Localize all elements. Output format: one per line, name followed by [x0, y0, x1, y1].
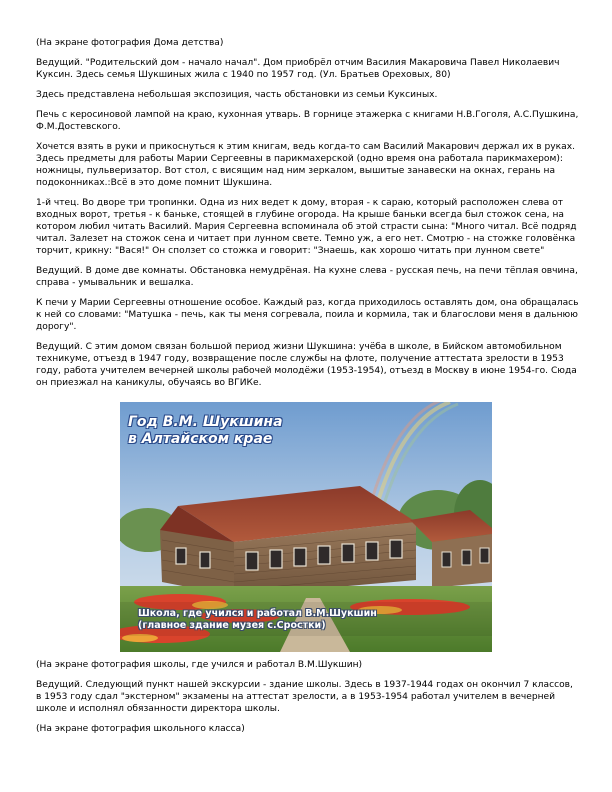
- paragraph-school-building: Ведущий. Следующий пункт нашей экскурсии - здание школы. Здесь в 1937-1944 годах он окончил 7 классов, в 1953 году сдал "экстерном" экзамены на аттестат зрелости, а в 1953-1954 работал учителем в вечерней школе и исполнял обязанности директора школы.: [36, 680, 573, 714]
- paragraph-parental-home: Ведущий. "Родительский дом - начало начал". Дом приобрёл отчим Василия Макаровича Павел Николаевич Куксин. Здесь семья Шукшиных жила с 1940 по 1957 год. (Ул. Братьев Ореховых, 80): [36, 58, 560, 80]
- text-block-bottom: [36, 659, 580, 743]
- paragraph-first-reader: 1-й чтец. Во дворе три тропинки. Одна из них ведет к дому, вторая - к сараю, который расположен слева от входных ворот, третья - к баньке, стоящей в глубине огорода. На крыше баньки всегда был стожок сена, на котором любил читать Василий. Мария Сергеевна вспоминала об этой страсти сына: "Много читал. Всё подряд читал. Залезет на стожок сена и читает при лунном свете. Темно уж, а его нет. Смотрю - на стожке головёнка торчит, крикну: "Вася!" Он сползет со стожка и говорит: "Знаешь, как хорошо читать при лунном свете": [36, 198, 577, 256]
- text-block-top: [36, 37, 580, 397]
- paragraph-exposition: Здесь представлена небольшая экспозиция, часть обстановки из семьи Куксиных.: [36, 90, 438, 100]
- paragraph-screen-note-class: (На экране фотография школьного класса): [36, 724, 245, 734]
- photo-title: Год В.М. Шукшина в Алтайском крае: [128, 414, 283, 447]
- paragraph-stove-books: Печь с керосиновой лампой на краю, кухонная утварь. В горнице этажерка с книгами Н.В.Гоголя, А.С.Пушкина, Ф.М.Достевского.: [36, 110, 579, 132]
- paragraph-screen-note-home: (На экране фотография Дома детства): [36, 38, 224, 48]
- paragraph-two-rooms: Ведущий. В доме две комнаты. Обстановка немудрёная. На кухне слева - русская печь, на печи тёплая овчина, справа - умывальник и вешалка.: [36, 266, 578, 288]
- paragraph-touch-books: Хочется взять в руки и прикоснуться к этим книгам, ведь когда-то сам Василий Макарович держал их в руках. Здесь предметы для работы Марии Сергеевны в парикмахерской (одно время она работала парикмахером): ножницы, пульверизатор. Вот стол, с висящим над ним зеркалом, вышитые занавески на окнах, герань на подоконниках.:Всё в это доме помнит Шукшина.: [36, 142, 576, 188]
- paragraph-screen-note-school: (На экране фотография школы, где учился и работал В.М.Шукшин): [36, 660, 363, 670]
- paragraph-life-period: Ведущий. С этим домом связан большой период жизни Шукшина: учёба в школе, в Бийском автомобильном техникуме, отъезд в 1947 году, возвращение после службы на флоте, получение аттестата зрелости в 1953 году, работа учителем вечерней школы рабочей молодёжи (1953-1954), отъезд в Москву в июне 1954-го. Сюда он приезжал на каникулы, обучаясь во ВГИКе.: [36, 342, 577, 388]
- paragraph-mother-stove: К печи у Марии Сергеевны отношение особое. Каждый раз, когда приходилось оставлять дом, она обращалась к ней со словами: "Матушка - печь, как ты меня согревала, поила и кормила, так и благослови меня в дальнюю дорогу".: [36, 298, 579, 332]
- photo-caption: Школа, где учился и работал В.М.Шукшин (главное здание музея с.Сростки): [138, 608, 377, 631]
- school-photo: [120, 402, 492, 652]
